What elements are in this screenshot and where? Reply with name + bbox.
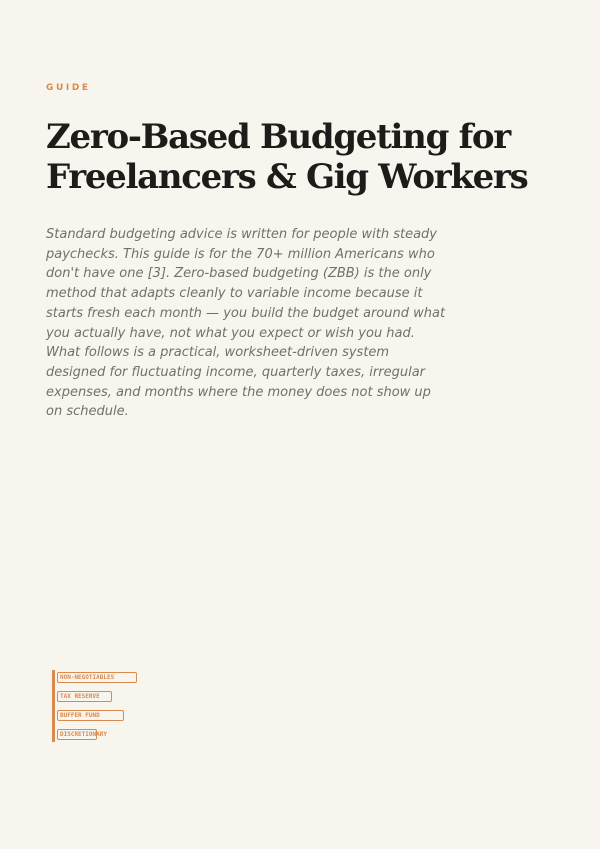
tag-tax-reserve: TAX RESERVE xyxy=(57,691,112,702)
tag-non-negotiables: NON-NEGOTIABLES xyxy=(57,672,137,683)
tag-discretionary: DISCRETIONARY xyxy=(57,729,97,740)
tag-buffer-fund: BUFFER FUND xyxy=(57,710,124,721)
intro-paragraph: Standard budgeting advice is written for people with steady paychecks. This guide is for the 70+ million Americans who don't have one [3]. Zero-based budgeting (ZBB) is the only method that adapts cleanly to variable income because it starts fresh each month — you build the budget around what you actually have, not what you expect or wish you had. What follows is a practical, worksheet-driven system designed for fluctuating income, quarterly taxes, irregular expenses, and months where the money does not show up on schedule. xyxy=(46,227,446,420)
title-line-2: Freelancers & Gig Workers xyxy=(46,157,528,197)
accent-rail xyxy=(52,670,55,742)
page-title xyxy=(46,117,566,197)
title-line-1: Zero-Based Budgeting for xyxy=(46,117,510,157)
budget-layers-graphic xyxy=(52,670,152,744)
section-kicker: GUIDE xyxy=(46,83,91,93)
